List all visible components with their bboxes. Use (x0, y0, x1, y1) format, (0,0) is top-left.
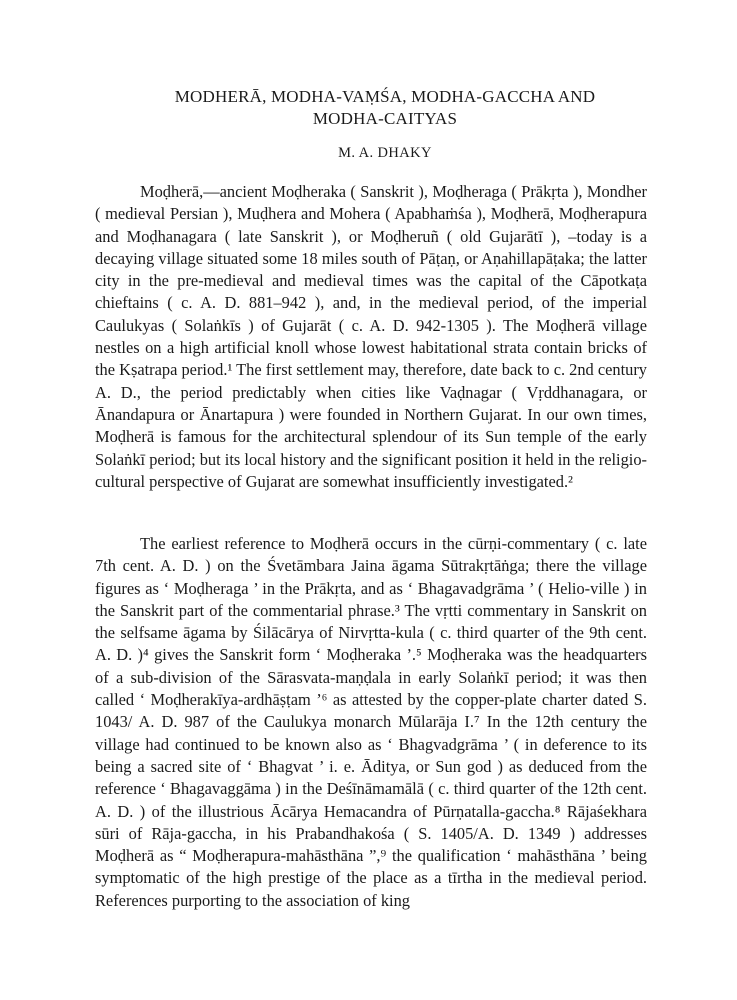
paragraph-2: The earliest reference to Moḍherā occurs in the cūrṇi-commentary ( c. late 7th cent. A. D. ) on the Śvetāmbara Jaina āgama Sūtrakṛtāṅga; there the village figures as ‘ Moḍheraga ’ in the Prākṛta, and as ‘ Bhagavadgrāma ’ ( Helio-ville ) in the Sanskrit part of the commentarial phrase.³ The vṛtti commentary in Sanskrit on the selfsame āgama by Śilācārya of Nirvṛtta-kula ( c. third quarter of the 9th cent. A. D. )⁴ gives the Sanskrit form ‘ Moḍheraka ’.⁵ Moḍheraka was the headquarters of a sub-division of the Sārasvata-maṇḍala in early Solaṅkī period; it was then called ‘ Moḍherakīya-ardhāṣṭam ’⁶ as attested by the copper-plate charter dated S. 1043/ A. D. 987 of the Caulukya monarch Mūlarāja I.⁷ In the 12th century the village had continued to be known also as ‘ Bhagvadgrāma ’ ( in deference to its being a sacred site of ‘ Bhagvat ’ i. e. Āditya, or Sun god ) as deduced from the reference ‘ Bhagavaggāma ) in the Deśīnāmamālā ( c. third quarter of the 12th cent. A. D. ) of the illustrious Ācārya Hemacandra of Pūrṇatalla-gaccha.⁸ Rājaśekhara sūri of Rāja-gaccha, in his Prabandhakośa ( S. 1405/A. D. 1349 ) addresses Moḍherā as “ Moḍherapura-mahāsthāna ”,⁹ the qualification ‘ mahāsthāna ’ being symptomatic of the high prestige of the place as a tīrtha in the medieval period. References purporting to the association of king (95, 534, 647, 910)
body-column-upper (95, 181, 647, 493)
author-name: M. A. DHAKY (338, 145, 432, 161)
article-title (90, 86, 680, 130)
title-line-1: MODHERĀ, MODHA-VAṂŚA, MODHA-GACCHA AND (174, 87, 596, 106)
body-column-lower (95, 533, 647, 912)
paragraph-1: Moḍherā,—ancient Moḍheraka ( Sanskrit ), Moḍheraga ( Prākṛta ), Mondher ( medieval Persian ), Muḍhera and Mohera ( Apabhaṁśa ), Moḍherā, Moḍherapura and Moḍhanagara ( late Sanskrit ), or Moḍheruñ ( old Gujarātī ), –today is a decaying village situated some 18 miles south of Pāṭaṇ, or Aṇahillapāṭaka; the latter city in the pre-medieval and medieval times was the capital of the Cāpotkaṭa chieftains ( c. A. D. 881–942 ), and, in the medieval period, of the imperial Caulukyas ( Solaṅkīs ) of Gujarāt ( c. A. D. 942-1305 ). The Moḍherā village nestles on a high artificial knoll whose lowest habitational strata contain bricks of the Kṣatrapa period.¹ The first settlement may, therefore, date back to c. 2nd century A. D., the period predictably when cities like Vaḍnagar ( Vṛddhanagara, or Ānandapura or Ānartapura ) were founded in Northern Gujarat. In our own times, Moḍherā is famous for the architectural splendour of its Sun temple of the early Solaṅkī period; but its local history and the significant position it held in the religio-cultural perspective of Gujarat are somewhat insufficiently investigated.² (95, 182, 647, 491)
title-line-2: MODHA-CAITYAS (312, 109, 458, 128)
